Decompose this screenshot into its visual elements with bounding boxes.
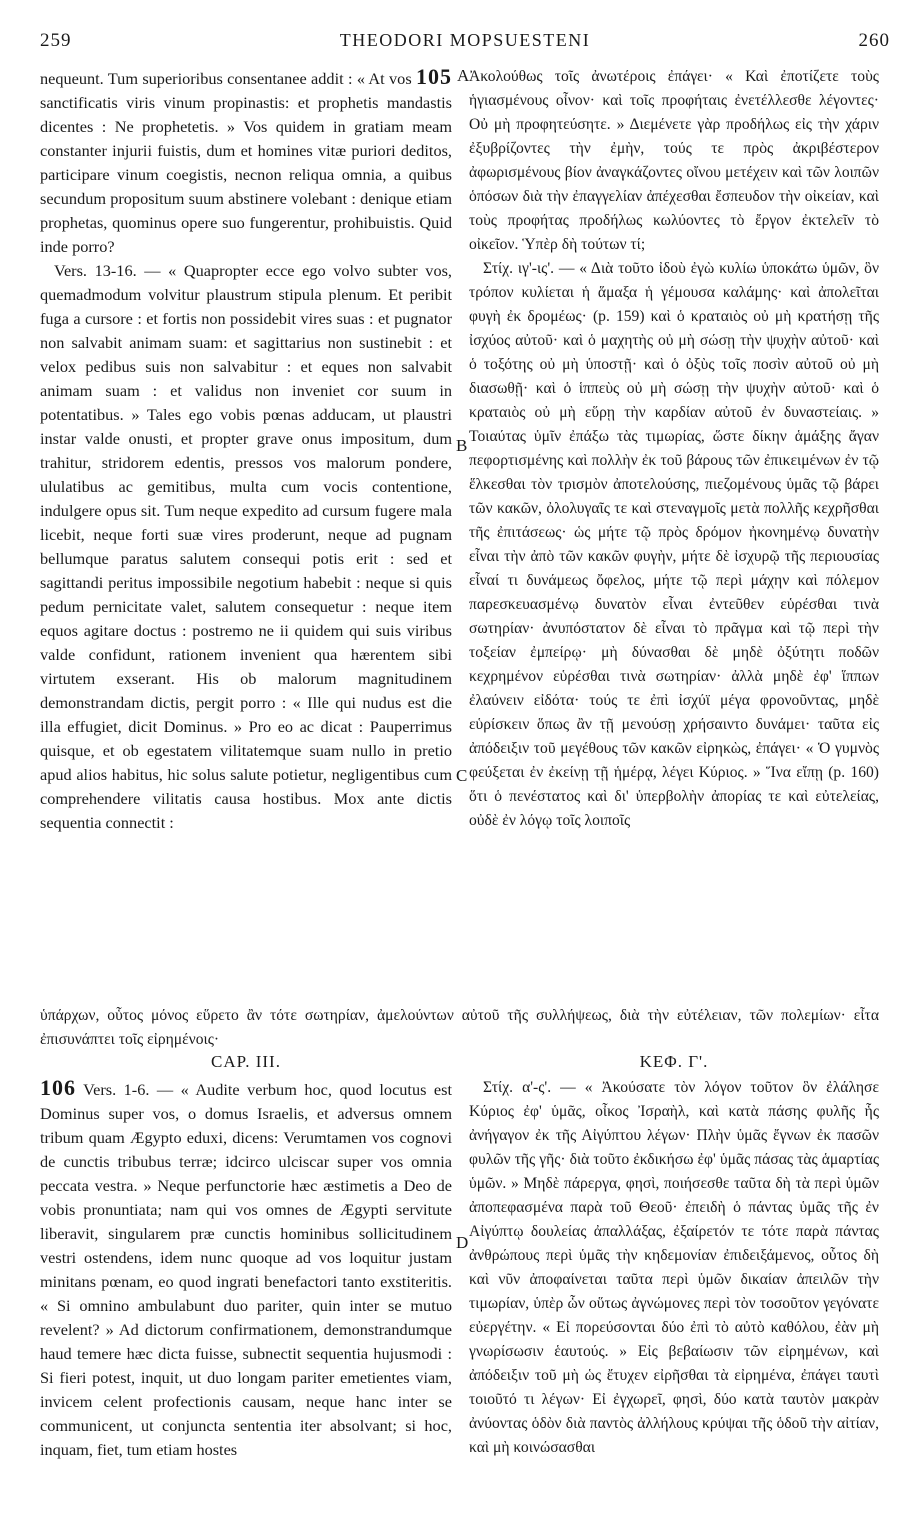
chapter-heading-greek: ΚΕΦ. Γ'. (639, 1052, 709, 1071)
running-title: THEODORI MOPSUESTENI (339, 30, 591, 50)
greek-paragraph: Στίχ. ιγ'-ις'. — « Διὰ τοῦτο ἰδοὺ ἐγὼ κυλίω ὑποκάτω ὑμῶν, ὃν τρόπον κυλίεται ἡ ἅμαξα ἡ γέμουσα καλάμης· καὶ ἀπολεῖται φυγὴ ἐκ δρομέως· (p. 159) καὶ ὁ κραταιὸς οὐ μὴ κρατήσῃ τῆς ἰσχύος αὐτοῦ· καὶ ὁ μαχητὴς οὐ μὴ σώσῃ τὴν ψυχὴν αὐτοῦ· καὶ ὁ τοξότης οὐ μὴ ὑποστῇ· καὶ ὁ ὀξὺς τοῖς ποσὶν αὐτοῦ οὐ μὴ διασωθῇ· καὶ ὁ ἱππεὺς οὐ μὴ σώσῃ τὴν ψυχὴν αὐτοῦ· καὶ ὁ κραταιὸς οὐ μὴ εὕρῃ τὴν καρδίαν αὐτοῦ ἐν δυναστείαις. » Τοιαύτας ὑμῖν ἐπάξω τὰς τιμωρίας, ὥστε δίκην ἁμάξης ἄγαν πεφορτισμένης καὶ πολλὴν ἐκ τοῦ βάρους τῶν ἐπικειμένων ἐν τῷ ἕλκεσθαι τὸν τρισμὸν ἀποτελούσης, πιεζομένους ὑμᾶς τῷ βάρει τῶν κακῶν, ὀλολυγαῖς τε καὶ στεναγμοῖς μετὰ πολλῆς κεχρῆσθαι τῆς ἐπιτάσεως· ὡς μήτε τῷ πρὸς δρόμον ἠκονημένῳ δυνατὴν εἶναι τὴν ἀπὸ τῶν κακῶν φυγὴν, μήτε δὲ ἰσχυρῷ τῆς περιουσίας εἶναί τι δυνάμεως ὄφελος, μήτε τῷ περὶ μάχην καὶ πόλεμον παρεσκευασμένῳ δυνατὸν εἶναι ἐντεῦθεν εὑρέσθαι τινὰ σωτηρίαν· ἀνυπόστατον δὲ εἶναι τὸ πρᾶγμα καὶ τῷ περὶ τὴν τοξείαν ἐμπείρῳ· μὴ δύνασθαι δὲ μηδὲ ὀξύτητι ποδῶν κεχρημένον εὑρέσθαι τινὰ σωτηρίαν· ἀλλὰ μηδὲ ἐφ' ἵππων ἐλαύνειν εἰδότα· τούς τε ἐπὶ ἰσχύϊ μέγα φρονοῦντας, μηδὲ εὑρίσκειν ὅπως ἂν τῇ μενούσῃ χρήσαιντο δυνάμει· ταῦτα εἰς ἀπόδειξιν τοῦ μεγέθους τῶν κακῶν εἰρηκὼς, ἐπάγει· « Ὁ γυμνὸς φεύξεται ἐν ἐκείνῃ τῇ ἡμέρᾳ, λέγει Κύριος. » Ἵνα εἴπῃ (p. 160) ὅτι ὁ πενέστατος καὶ δι' ὑπερβολὴν ἀπορίας τε καὶ εὐτελείας, οὐδὲ ἐν λόγῳ τοῖς λοιποῖς (469, 260, 879, 829)
latin-paragraph: Vers. 13-16. — « Quapropter ecce ego volvo subter vos, quemadmodum volvitur plaustrum stipula plenum. Et peribit fuga a cursore : et fortis non possidebit vires suas : et pugnator non salvabit animam suam: et sagittarius non sustinebit : et velox pedibus suis non salvabitur : et eques non salvabit animam suam : et validus non inveniet cor suum in potentatibus. » Tales ego vobis pœnas adducam, ut plaustri instar valde onusti, et propter grave onus impositum, dum trahitur, stridorem edentis, pressos vos malorum pondere, ululatibus ac gemitibus, multa cum vocis contentione, indulgere opus sit. Tum neque expedito ad cursum fugere mala licebit, neque forti suæ vires proderunt, neque ad pugnam bellumque paratus salutem consequi potis erit : sed et sagittandi peritus impossibile negotium habebit : neque si quis pedum pernicitate valet, salutem consequetur : neque item equos agitare doctus : postremo ne ii quidem qui suis viribus valde confidunt, rationem invenient qua hærentem sibi virtutem exserant. His ob malorum magnitudinem demonstrandam dictis, pergit porro : « Ille qui nudus est die illa effugiet, dicit Dominus. » Pro eo ac dicat : Pauperrimus quisque, et ob egestatem vilitatemque suam nullo in pretio apud alios habitus, hic solus salute potietur, negligentibus cum comprehendere vilitatis causa hostibus. Mox ante dictis sequentia connectit : (40, 261, 452, 832)
margin-marker-c: C (456, 766, 468, 785)
latin-text: nequeunt. Tum superioribus consentanee addit : « At vos (40, 69, 416, 88)
page-number-left: 259 (40, 30, 72, 51)
latin-column-top (40, 65, 452, 835)
greek-fullwidth-line: ὑπάρχων, οὗτος μόνος εὕρετο ἂν τότε σωτηρίαν, ἀμελούντων αὐτοῦ τῆς συλλήψεως, διὰ τὴν εὐτέλειαν, τῶν πολεμίων· εἶτα ἐπισυνάπτει τοῖς εἰρημένοις· (40, 1007, 879, 1048)
page-number-right: 260 (858, 30, 890, 51)
migne-column-number: 106 (40, 1075, 76, 1100)
margin-marker-d: D (456, 1233, 469, 1252)
latin-paragraph (40, 1076, 452, 1462)
page-header (40, 30, 890, 60)
margin-marker-a: A (457, 66, 470, 85)
migne-column-number: 105 (416, 64, 452, 89)
latin-text: sanctificatis viris vinum propinastis: et prophetis mandastis dicentes : Ne prophetetis. » Vos quidem in gratiam meam constanter injurii fuistis, dum et homines vitæ puriori deditos, participare vinum coegistis, necnon reliqua omnia, a quibus secundum propositum suum abstinere volebant : denique etiam prophetas, quominus opere suo fungerentur, prohibuistis. Quid inde porro? (40, 93, 452, 256)
latin-paragraph (40, 65, 452, 259)
greek-paragraph: Ἀκολούθως τοῖς ἀνωτέροις ἐπάγει· « Καὶ ἐποτίζετε τοὺς ἡγιασμένους οἶνον· καὶ τοῖς προφήταις ἐνετέλλεσθε λέγοντες· Οὐ μὴ προφητεύσητε. » Διεμένετε γὰρ προδήλως εἰς τὴν χάριν ἐξυβρίζοντες τὴν ἐμὴν, τούς τε πρὸς ἀκριβέστερον ἀφωρισμένους βίον ἀναγκάζοντες οἴνου μετέχειν καὶ τῶν λοιπῶν ὁπόσων διὰ τὴν ἐπαγγελίαν ἀπέχεσθαι ἔσπευδον τὴν οἰκείαν, καὶ τοὺς προφήτας προδήλως κωλύοντες τὸ ἔργον ἐκτελεῖν τὸ οἰκεῖον. Ὑπὲρ δὴ τούτων τί; (469, 68, 879, 253)
chapter-heading-latin: CAP. III. (211, 1052, 281, 1071)
greek-paragraph: Στίχ. α'-ς'. — « Ἀκούσατε τὸν λόγον τοῦτον ὃν ἐλάλησε Κύριος ἐφ' ὑμᾶς, οἶκος Ἰσραὴλ, καὶ κατὰ πάσης φυλῆς ἧς ἀνήγαγον ἐκ τῆς Αἰγύπτου λέγων· Πλὴν ὑμᾶς ἔγνων ἐκ πασῶν φυλῶν τῆς γῆς· διὰ τοῦτο ἐκδικήσω ἐφ' ὑμᾶς πάσας τὰς ἁμαρτίας ὑμῶν. » Μηδὲ πάρεργα, φησὶ, ποιήσεσθε ταῦτα δὴ τὰ περὶ ὑμῶν ἀποπεφασμένα παρὰ τοῦ Θεοῦ· ἐπειδὴ ὁ πάντας ὑμᾶς τῆς ἐν Αἰγύπτῳ δουλείας ἀπαλλάξας, ἐξαίρετόν τε τότε παρὰ πάντας ἀνθρώπους περὶ ὑμᾶς τὴν κηδεμονίαν ἐπιδειξάμενος, οὗτος δὴ καὶ νῦν ἀποφαίνεται ταῦτα περὶ ὑμῶν δικαίαν ἀπειλῶν τὴν τιμωρίαν, ὑπὲρ ὧν οὕτως ἀγνώμονες περὶ τὸν τοσοῦτον γεγόνατε εὐεργέτην. « Εἰ πορεύσονται δύο ἐπὶ τὸ αὐτὸ καθόλου, ἐὰν μὴ γνωρίσωσιν ἑαυτούς. » Εἰς βεβαίωσιν τῶν εἰρημένων, καὶ ἀπόδειξιν τοῦ μὴ ὡς ἔτυχεν εἰρῆσθαι τὰ εἰρημένα, ἐπάγει ταυτὶ τοιοῦτό τι λέγων· Εἰ ἐγχωρεῖ, φησὶ, δύο κατὰ ταυτὸν μακρὰν ἀνύοντας ὁδὸν διὰ παντὸς ἀλλήλους κρύψαι τῆς ὁδοῦ τὴν αἰτίαν, καὶ μὴ κοινώσασθαι (469, 1079, 879, 1456)
greek-column-top (469, 65, 879, 833)
latin-column-bottom (40, 1076, 452, 1462)
latin-text: Vers. 1-6. — « Audite verbum hoc, quod locutus est Dominus super vos, o domus Israelis, et adversus omnem tribum quam Ægypto eduxi, dicens: Verumtamen vos cognovi de cunctis tribubus terræ; idcirco ulciscar super vos omnia peccata vestra. » Neque perfunctorie hæc æstimetis a Deo de vobis pronuntiata; nam qui vos omnes de Ægypti servitute liberavit, singularem præ cunctis hominibus sollicitudinem vestri ostendens, idem nunc quoque ad vos loquitur justam minitans pœnam, eo quod ingrati benefactori tanto exstiteritis. « Si omnino ambulabunt duo pariter, quin inter se mutuo revelent? » Ad dictorum confirmationem, demonstrandumque haud temere hæc dicta fuisse, subnectit sequentia hujusmodi : Si fieri potest, inquit, ut duo longam pariter emetientes viam, invicem celent profectionis causam, neque hanc inter se communicent, ut conjuncta sententia iter absolvant; si hoc, inquam, fiet, tum etiam hostes (40, 1080, 452, 1459)
greek-column-bottom (469, 1076, 879, 1460)
margin-marker-b: B (456, 436, 468, 455)
